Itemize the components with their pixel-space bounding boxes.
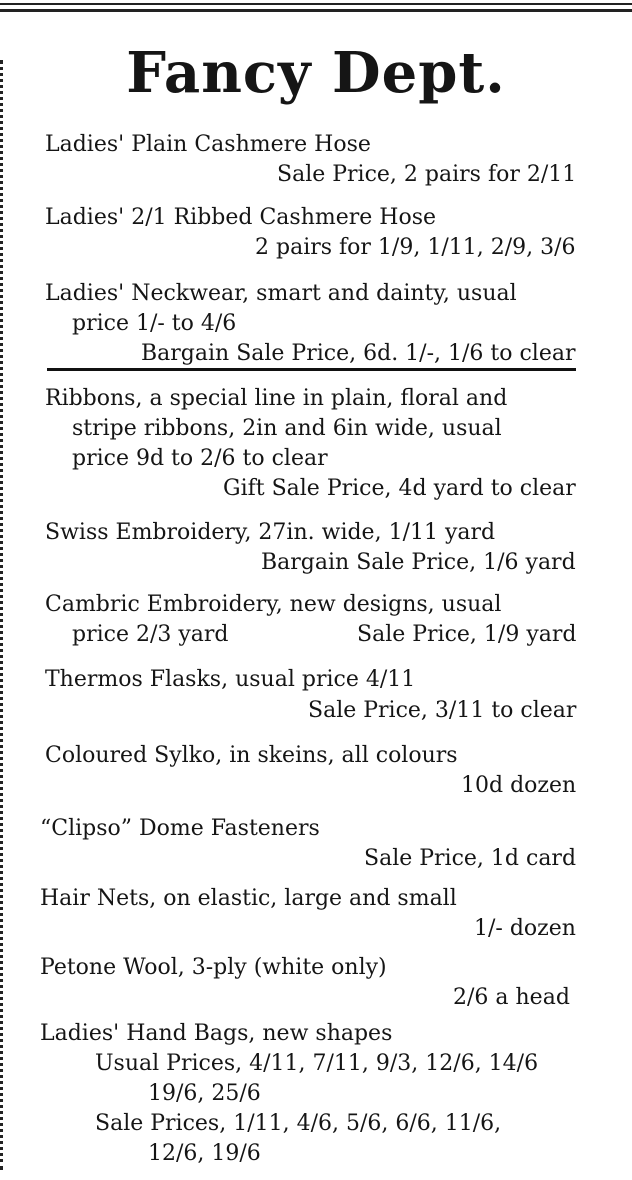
item-heading: Coloured Sylko, in skeins, all colours (45, 743, 458, 768)
item-heading: Ladies' Plain Cashmere Hose (45, 132, 371, 157)
item-detail: price 2/3 yard (72, 622, 229, 647)
item-heading: “Clipso” Dome Fasteners (40, 816, 320, 841)
sale-price-line: Sale Price, 2 pairs for 2/11 (277, 162, 577, 187)
item-heading: Cambric Embroidery, new designs, usual (45, 592, 502, 617)
price-line: 2/6 a head (453, 985, 570, 1010)
item-heading: Hair Nets, on elastic, large and small (40, 886, 457, 911)
item-heading: Ladies' 2/1 Ribbed Cashmere Hose (45, 205, 437, 230)
sale-price-line: Sale Prices, 1/11, 4/6, 5/6, 6/6, 11/6, (95, 1111, 502, 1136)
sale-price-line: 12/6, 19/6 (148, 1141, 261, 1166)
item-heading: Ribbons, a special line in plain, floral and (45, 386, 508, 411)
price-line: 19/6, 25/6 (148, 1081, 261, 1106)
sale-price-line: Gift Sale Price, 4d yard to clear (223, 476, 576, 501)
item-heading: Petone Wool, 3-ply (white only) (40, 955, 387, 980)
item-detail: price 9d to 2/6 to clear (72, 446, 328, 471)
price-line: 10d dozen (461, 773, 577, 798)
item-heading: Swiss Embroidery, 27in. wide, 1/11 yard (45, 520, 496, 545)
item-heading: Ladies' Hand Bags, new shapes (40, 1021, 393, 1046)
sale-price-line: Bargain Sale Price, 6d. 1/-, 1/6 to clear (141, 341, 576, 366)
department-heading: Fancy Dept. (126, 40, 506, 106)
sale-price-line: Sale Price, 1/9 yard (357, 622, 577, 647)
price-line: Usual Prices, 4/11, 7/11, 9/3, 12/6, 14/6 (95, 1051, 539, 1076)
sale-price-line: Sale Price, 1d card (364, 846, 577, 871)
item-heading: Thermos Flasks, usual price 4/11 (45, 667, 416, 692)
item-heading: Ladies' Neckwear, smart and dainty, usual (45, 281, 517, 306)
sale-price-line: Bargain Sale Price, 1/6 yard (261, 550, 576, 575)
item-detail: price 1/- to 4/6 (72, 311, 237, 336)
sale-price-line: Sale Price, 3/11 to clear (308, 698, 577, 723)
item-detail: stripe ribbons, 2in and 6in wide, usual (72, 416, 502, 441)
price-line: 1/- dozen (474, 916, 576, 941)
price-line: 2 pairs for 1/9, 1/11, 2/9, 3/6 (255, 235, 576, 260)
